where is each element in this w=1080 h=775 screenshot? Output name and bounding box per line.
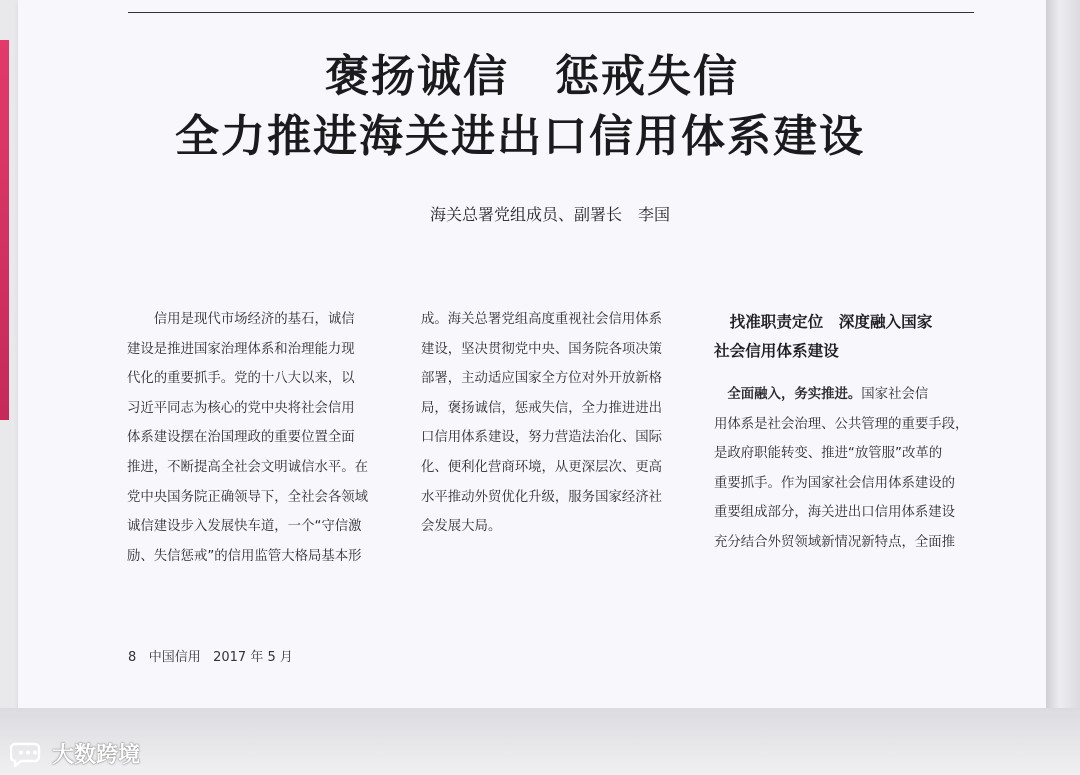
section-heading-line-2: 社会信用体系建设 (714, 342, 839, 360)
article-column-2 (421, 305, 686, 542)
text-line: 重要抓手。作为国家社会信用体系建设的 (714, 475, 956, 491)
text-line: 充分结合外贸领域新情况新特点，全面推 (714, 534, 956, 550)
text-line: 建设，坚决贯彻党中央、国务院各项决策 (421, 341, 663, 357)
top-rule (128, 12, 974, 13)
article-title-line-2: 全力推进海关进出口信用体系建设 (175, 111, 865, 162)
scan-bottom-margin (0, 708, 1080, 775)
author-byline: 海关总署党组成员、副署长 李国 (430, 205, 671, 224)
text-line: 体系建设摆在治国理政的重要位置全面 (127, 430, 355, 446)
article-column-1 (127, 305, 389, 571)
issue-date: 2017 年 5 月 (213, 650, 293, 665)
text-line: 水平推动外贸优化升级，服务国家经济社 (421, 489, 663, 505)
text-line: 推进，不断提高全社会文明诚信水平。在 (127, 459, 369, 475)
text-line: 习近平同志为核心的党中央将社会信用 (127, 400, 355, 416)
text-line: 信用是现代市场经济的基石，诚信 (127, 312, 355, 327)
text-line (714, 380, 979, 410)
text-line: 部署，主动适应国家全方位对外开放新格 (421, 371, 663, 387)
page-number: 8 (128, 650, 137, 665)
text-line: 局，褒扬诚信，惩戒失信，全力推进进出 (421, 400, 663, 416)
watermark-text: 大数跨境 (52, 743, 141, 768)
paragraph-lead: 全面融入，务实推进。 (714, 387, 862, 402)
text-line: 是政府职能转变、推进“放管服”改革的 (714, 446, 943, 462)
text-line: 会发展大局。 (421, 519, 502, 535)
section-heading (714, 308, 984, 366)
article-title-line-1: 褒扬诚信 惩戒失信 (325, 51, 739, 102)
chat-bubble-icon (10, 741, 46, 767)
magazine-name: 中国信用 (148, 650, 201, 665)
text-line: 口信用体系建设，努力营造法治化、国际 (421, 430, 663, 446)
text-line: 用体系是社会治理、公共管理的重要手段， (714, 416, 969, 432)
text-line: 重要组成部分，海关进出口信用体系建设 (714, 505, 956, 521)
watermark (10, 738, 140, 769)
text-line: 化、便利化营商环境，从更深层次、更高 (421, 459, 663, 475)
section-heading-line-1: 找准职责定位 深度融入国家 (714, 313, 933, 331)
text-line: 代化的重要抓手。党的十八大以来，以 (127, 371, 355, 387)
article-column-3 (714, 380, 979, 558)
page-footer (128, 646, 293, 665)
text-line: 建设是推进国家治理体系和治理能力现 (127, 341, 355, 357)
text-line: 成。海关总署党组高度重视社会信用体系 (421, 312, 663, 327)
text-line: 诚信建设步入发展快车道，一个“守信激 (127, 519, 362, 535)
text-line: 励、失信惩戒”的信用监管大格局基本形 (127, 548, 362, 564)
text-line: 党中央国务院正确领导下，全社会各领域 (127, 489, 369, 505)
paragraph-lead-rest: 国家社会信 (861, 387, 929, 402)
